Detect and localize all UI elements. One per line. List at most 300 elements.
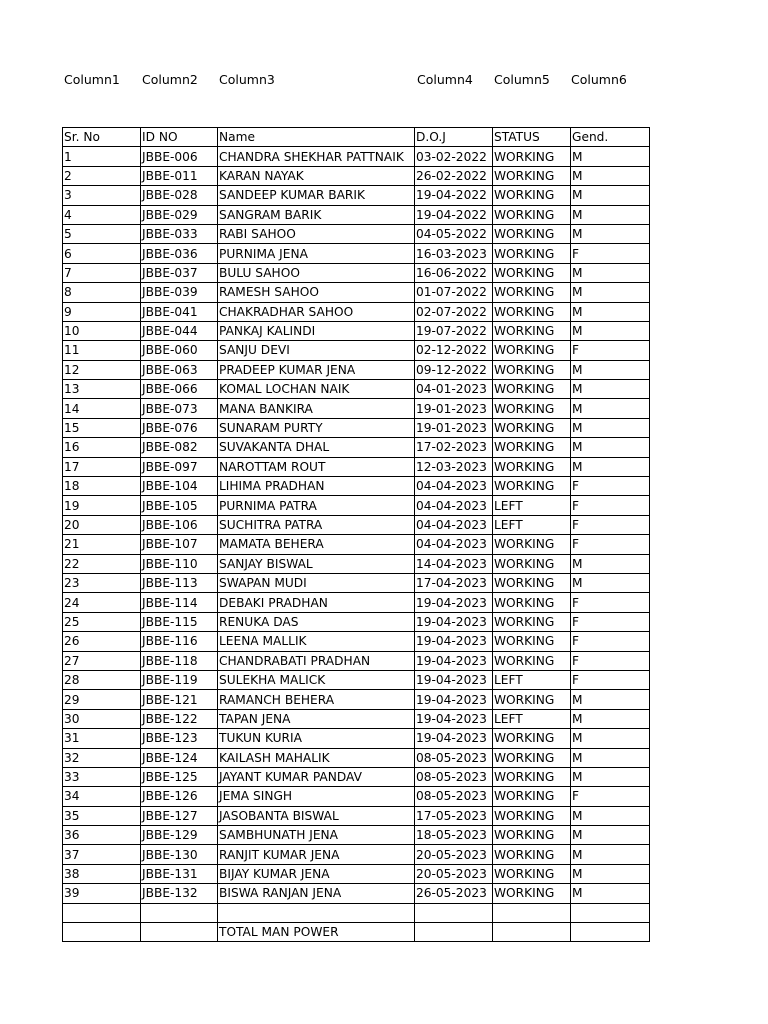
cell-doj: 14-04-2023 <box>415 554 493 573</box>
cell-sr-no: 37 <box>63 845 141 864</box>
column-caption-1: Column1 <box>64 72 120 87</box>
table-row <box>63 302 650 321</box>
cell-sr-no: 20 <box>63 515 141 534</box>
cell-sr-no: 30 <box>63 709 141 728</box>
cell-sr-no: 19 <box>63 496 141 515</box>
cell-gender: M <box>571 321 650 340</box>
cell-doj: 12-03-2023 <box>415 457 493 476</box>
cell-name: LIHIMA PRADHAN <box>218 477 415 496</box>
cell-id-no: JBBE-039 <box>141 283 218 302</box>
table-row <box>63 670 650 689</box>
table-row <box>63 321 650 340</box>
cell-id-no: JBBE-106 <box>141 515 218 534</box>
cell-sr-no: 22 <box>63 554 141 573</box>
cell-gender: M <box>571 399 650 418</box>
cell-sr-no: 39 <box>63 884 141 903</box>
cell-id-no: JBBE-126 <box>141 787 218 806</box>
cell-gender: M <box>571 283 650 302</box>
cell-doj: 04-04-2023 <box>415 477 493 496</box>
table-row <box>63 748 650 767</box>
cell-name: RAMANCH BEHERA <box>218 690 415 709</box>
cell-gender: M <box>571 709 650 728</box>
cell-doj: 04-04-2023 <box>415 515 493 534</box>
cell-gender: F <box>571 651 650 670</box>
table-row <box>63 283 650 302</box>
cell-gender: M <box>571 205 650 224</box>
cell-id-no: JBBE-033 <box>141 224 218 243</box>
table-row <box>63 690 650 709</box>
cell-doj: 17-04-2023 <box>415 573 493 592</box>
cell-doj: 19-04-2023 <box>415 612 493 631</box>
cell-doj: 19-04-2023 <box>415 729 493 748</box>
cell-doj: 26-05-2023 <box>415 884 493 903</box>
table-row <box>63 923 650 942</box>
table-row <box>63 399 650 418</box>
header-status: STATUS <box>493 128 571 147</box>
cell-name: KARAN NAYAK <box>218 166 415 185</box>
cell-gender: F <box>571 515 650 534</box>
cell-gender: F <box>571 632 650 651</box>
cell-doj: 08-05-2023 <box>415 748 493 767</box>
cell-gender: F <box>571 341 650 360</box>
cell-name: SAMBHUNATH JENA <box>218 826 415 845</box>
cell-sr-no: 29 <box>63 690 141 709</box>
column-caption-5: Column5 <box>494 72 550 87</box>
cell-sr-no: 23 <box>63 573 141 592</box>
table-row <box>63 166 650 185</box>
cell-gender: M <box>571 729 650 748</box>
cell-id-no: JBBE-125 <box>141 767 218 786</box>
cell-doj <box>415 903 493 922</box>
cell-name: TUKUN KURIA <box>218 729 415 748</box>
cell-gender: M <box>571 826 650 845</box>
cell-doj: 04-05-2022 <box>415 224 493 243</box>
cell-doj: 19-04-2023 <box>415 690 493 709</box>
cell-name: RENUKA DAS <box>218 612 415 631</box>
table-row <box>63 612 650 631</box>
cell-doj: 19-04-2023 <box>415 651 493 670</box>
cell-id-no: JBBE-119 <box>141 670 218 689</box>
table-row <box>63 787 650 806</box>
cell-status: WORKING <box>493 554 571 573</box>
cell-status: WORKING <box>493 302 571 321</box>
cell-gender <box>571 923 650 942</box>
cell-sr-no: 34 <box>63 787 141 806</box>
table-row <box>63 535 650 554</box>
cell-gender: F <box>571 496 650 515</box>
cell-status: WORKING <box>493 263 571 282</box>
table-row <box>63 147 650 166</box>
cell-name: SUVAKANTA DHAL <box>218 438 415 457</box>
cell-id-no: JBBE-006 <box>141 147 218 166</box>
cell-sr-no: 16 <box>63 438 141 457</box>
cell-sr-no: 10 <box>63 321 141 340</box>
cell-status: WORKING <box>493 612 571 631</box>
table-row <box>63 593 650 612</box>
cell-doj: 08-05-2023 <box>415 767 493 786</box>
cell-status: WORKING <box>493 690 571 709</box>
column-caption-4: Column4 <box>417 72 473 87</box>
cell-sr-no: 24 <box>63 593 141 612</box>
cell-status: WORKING <box>493 767 571 786</box>
cell-status: LEFT <box>493 496 571 515</box>
cell-gender: M <box>571 767 650 786</box>
cell-id-no: JBBE-076 <box>141 418 218 437</box>
cell-gender: M <box>571 302 650 321</box>
cell-gender: M <box>571 884 650 903</box>
cell-id-no: JBBE-118 <box>141 651 218 670</box>
cell-name: SANGRAM BARIK <box>218 205 415 224</box>
header-id-no: ID NO <box>141 128 218 147</box>
cell-name: PURNIMA PATRA <box>218 496 415 515</box>
cell-status: WORKING <box>493 457 571 476</box>
cell-gender: M <box>571 864 650 883</box>
cell-gender: F <box>571 670 650 689</box>
header-row <box>63 128 650 147</box>
cell-name: CHAKRADHAR SAHOO <box>218 302 415 321</box>
cell-status: LEFT <box>493 670 571 689</box>
cell-name: CHANDRABATI PRADHAN <box>218 651 415 670</box>
cell-status: WORKING <box>493 205 571 224</box>
cell-name: CHANDRA SHEKHAR PATTNAIK <box>218 147 415 166</box>
cell-sr-no: 9 <box>63 302 141 321</box>
cell-name: DEBAKI PRADHAN <box>218 593 415 612</box>
table-row <box>63 263 650 282</box>
cell-doj: 02-12-2022 <box>415 341 493 360</box>
table-row <box>63 360 650 379</box>
table-row <box>63 903 650 922</box>
cell-id-no: JBBE-107 <box>141 535 218 554</box>
cell-id-no: JBBE-121 <box>141 690 218 709</box>
table-row <box>63 573 650 592</box>
table-row <box>63 244 650 263</box>
cell-doj: 20-05-2023 <box>415 864 493 883</box>
column-caption-row <box>64 70 654 90</box>
table-row <box>63 709 650 728</box>
cell-status: WORKING <box>493 864 571 883</box>
cell-sr-no: 31 <box>63 729 141 748</box>
table-row <box>63 554 650 573</box>
cell-status: WORKING <box>493 535 571 554</box>
cell-sr-no: 8 <box>63 283 141 302</box>
cell-sr-no: 21 <box>63 535 141 554</box>
table-row <box>63 651 650 670</box>
cell-id-no: JBBE-044 <box>141 321 218 340</box>
cell-doj: 19-04-2023 <box>415 670 493 689</box>
cell-name: KOMAL LOCHAN NAIK <box>218 380 415 399</box>
table-row <box>63 767 650 786</box>
header-gender: Gend. <box>571 128 650 147</box>
cell-name: JASOBANTA BISWAL <box>218 806 415 825</box>
cell-sr-no: 25 <box>63 612 141 631</box>
cell-gender: M <box>571 573 650 592</box>
cell-id-no: JBBE-116 <box>141 632 218 651</box>
cell-name: SANJAY BISWAL <box>218 554 415 573</box>
cell-sr-no: 38 <box>63 864 141 883</box>
cell-name: SWAPAN MUDI <box>218 573 415 592</box>
cell-sr-no: 18 <box>63 477 141 496</box>
cell-sr-no: 17 <box>63 457 141 476</box>
cell-name: KAILASH MAHALIK <box>218 748 415 767</box>
table-row <box>63 884 650 903</box>
table-row <box>63 826 650 845</box>
cell-sr-no: 3 <box>63 186 141 205</box>
cell-id-no: JBBE-028 <box>141 186 218 205</box>
cell-sr-no: 36 <box>63 826 141 845</box>
cell-gender: F <box>571 612 650 631</box>
cell-id-no: JBBE-066 <box>141 380 218 399</box>
cell-status: WORKING <box>493 244 571 263</box>
cell-doj: 19-04-2023 <box>415 709 493 728</box>
cell-status: WORKING <box>493 360 571 379</box>
cell-doj: 18-05-2023 <box>415 826 493 845</box>
column-caption-6: Column6 <box>571 72 627 87</box>
cell-name: PANKAJ KALINDI <box>218 321 415 340</box>
cell-sr-no: 13 <box>63 380 141 399</box>
column-caption-2: Column2 <box>142 72 198 87</box>
cell-status: WORKING <box>493 186 571 205</box>
cell-gender: F <box>571 535 650 554</box>
cell-doj: 04-01-2023 <box>415 380 493 399</box>
cell-id-no: JBBE-124 <box>141 748 218 767</box>
table-row <box>63 845 650 864</box>
cell-sr-no: 2 <box>63 166 141 185</box>
table-row <box>63 224 650 243</box>
cell-status: WORKING <box>493 884 571 903</box>
cell-id-no <box>141 903 218 922</box>
cell-status: WORKING <box>493 593 571 612</box>
table-row <box>63 632 650 651</box>
cell-sr-no: 4 <box>63 205 141 224</box>
cell-sr-no: 33 <box>63 767 141 786</box>
cell-status: WORKING <box>493 321 571 340</box>
cell-doj: 08-05-2023 <box>415 787 493 806</box>
cell-gender: M <box>571 457 650 476</box>
cell-name: TAPAN JENA <box>218 709 415 728</box>
cell-gender: M <box>571 418 650 437</box>
cell-name <box>218 903 415 922</box>
cell-id-no: JBBE-036 <box>141 244 218 263</box>
cell-doj: 01-07-2022 <box>415 283 493 302</box>
cell-sr-no: 5 <box>63 224 141 243</box>
cell-gender: M <box>571 438 650 457</box>
cell-doj: 26-02-2022 <box>415 166 493 185</box>
cell-name: NAROTTAM ROUT <box>218 457 415 476</box>
cell-id-no: JBBE-113 <box>141 573 218 592</box>
cell-name: SULEKHA MALICK <box>218 670 415 689</box>
cell-name: BISWA RANJAN JENA <box>218 884 415 903</box>
cell-gender: F <box>571 244 650 263</box>
cell-status <box>493 923 571 942</box>
cell-gender: M <box>571 186 650 205</box>
cell-sr-no: 6 <box>63 244 141 263</box>
header-sr-no: Sr. No <box>63 128 141 147</box>
cell-status: WORKING <box>493 573 571 592</box>
cell-gender: M <box>571 806 650 825</box>
cell-gender: M <box>571 748 650 767</box>
cell-id-no: JBBE-104 <box>141 477 218 496</box>
cell-name: LEENA MALLIK <box>218 632 415 651</box>
table-row <box>63 806 650 825</box>
cell-doj: 04-04-2023 <box>415 496 493 515</box>
header-doj: D.O.J <box>415 128 493 147</box>
cell-status: WORKING <box>493 438 571 457</box>
cell-name: SUNARAM PURTY <box>218 418 415 437</box>
table-body <box>63 147 650 942</box>
cell-id-no: JBBE-063 <box>141 360 218 379</box>
cell-status: WORKING <box>493 399 571 418</box>
cell-name: JEMA SINGH <box>218 787 415 806</box>
cell-gender: M <box>571 845 650 864</box>
cell-id-no <box>141 923 218 942</box>
cell-doj: 19-01-2023 <box>415 418 493 437</box>
cell-name: PURNIMA JENA <box>218 244 415 263</box>
cell-sr-no <box>63 923 141 942</box>
cell-id-no: JBBE-130 <box>141 845 218 864</box>
table-row <box>63 418 650 437</box>
cell-id-no: JBBE-037 <box>141 263 218 282</box>
cell-status: WORKING <box>493 632 571 651</box>
cell-name: SANDEEP KUMAR BARIK <box>218 186 415 205</box>
cell-status: WORKING <box>493 651 571 670</box>
cell-name: SUCHITRA PATRA <box>218 515 415 534</box>
cell-name: JAYANT KUMAR PANDAV <box>218 767 415 786</box>
table-row <box>63 186 650 205</box>
cell-id-no: JBBE-097 <box>141 457 218 476</box>
table-row <box>63 496 650 515</box>
cell-gender: F <box>571 787 650 806</box>
cell-name: RAMESH SAHOO <box>218 283 415 302</box>
cell-gender: M <box>571 554 650 573</box>
cell-status: WORKING <box>493 283 571 302</box>
cell-id-no: JBBE-115 <box>141 612 218 631</box>
cell-doj: 19-04-2023 <box>415 632 493 651</box>
cell-sr-no: 14 <box>63 399 141 418</box>
cell-sr-no: 35 <box>63 806 141 825</box>
cell-status: WORKING <box>493 224 571 243</box>
table-row <box>63 864 650 883</box>
cell-sr-no: 1 <box>63 147 141 166</box>
cell-status: WORKING <box>493 341 571 360</box>
cell-status: WORKING <box>493 748 571 767</box>
cell-doj: 02-07-2022 <box>415 302 493 321</box>
cell-status: WORKING <box>493 166 571 185</box>
cell-id-no: JBBE-029 <box>141 205 218 224</box>
cell-id-no: JBBE-114 <box>141 593 218 612</box>
cell-doj: 17-05-2023 <box>415 806 493 825</box>
cell-status: WORKING <box>493 787 571 806</box>
table-row <box>63 341 650 360</box>
cell-sr-no <box>63 903 141 922</box>
cell-status: WORKING <box>493 826 571 845</box>
cell-doj: 19-01-2023 <box>415 399 493 418</box>
cell-status: WORKING <box>493 477 571 496</box>
cell-gender: M <box>571 690 650 709</box>
cell-id-no: JBBE-132 <box>141 884 218 903</box>
table-row <box>63 477 650 496</box>
cell-gender: M <box>571 380 650 399</box>
cell-id-no: JBBE-105 <box>141 496 218 515</box>
cell-name: PRADEEP KUMAR JENA <box>218 360 415 379</box>
cell-name: MAMATA BEHERA <box>218 535 415 554</box>
cell-gender: F <box>571 477 650 496</box>
cell-id-no: JBBE-129 <box>141 826 218 845</box>
cell-doj: 19-04-2022 <box>415 205 493 224</box>
cell-sr-no: 32 <box>63 748 141 767</box>
cell-id-no: JBBE-131 <box>141 864 218 883</box>
cell-doj: 20-05-2023 <box>415 845 493 864</box>
cell-doj: 16-03-2023 <box>415 244 493 263</box>
cell-doj: 19-04-2022 <box>415 186 493 205</box>
cell-gender: F <box>571 593 650 612</box>
table-header <box>63 128 650 147</box>
cell-sr-no: 28 <box>63 670 141 689</box>
cell-name: BIJAY KUMAR JENA <box>218 864 415 883</box>
cell-doj: 09-12-2022 <box>415 360 493 379</box>
cell-status: WORKING <box>493 729 571 748</box>
cell-gender: M <box>571 263 650 282</box>
column-caption-3: Column3 <box>219 72 275 87</box>
cell-sr-no: 26 <box>63 632 141 651</box>
table-row <box>63 205 650 224</box>
cell-gender <box>571 903 650 922</box>
cell-gender: M <box>571 224 650 243</box>
cell-status: WORKING <box>493 147 571 166</box>
table-row <box>63 438 650 457</box>
cell-gender: M <box>571 360 650 379</box>
cell-id-no: JBBE-123 <box>141 729 218 748</box>
cell-id-no: JBBE-011 <box>141 166 218 185</box>
table-row <box>63 457 650 476</box>
cell-id-no: JBBE-073 <box>141 399 218 418</box>
cell-id-no: JBBE-127 <box>141 806 218 825</box>
cell-status: WORKING <box>493 418 571 437</box>
cell-sr-no: 12 <box>63 360 141 379</box>
cell-doj: 17-02-2023 <box>415 438 493 457</box>
table-row <box>63 380 650 399</box>
cell-doj: 19-07-2022 <box>415 321 493 340</box>
employee-roster-table <box>62 127 650 942</box>
cell-doj <box>415 923 493 942</box>
cell-status: WORKING <box>493 380 571 399</box>
cell-status: WORKING <box>493 845 571 864</box>
cell-doj: 04-04-2023 <box>415 535 493 554</box>
table-row <box>63 515 650 534</box>
header-name: Name <box>218 128 415 147</box>
cell-id-no: JBBE-041 <box>141 302 218 321</box>
cell-id-no: JBBE-122 <box>141 709 218 728</box>
cell-name: TOTAL MAN POWER <box>218 923 415 942</box>
cell-name: BULU SAHOO <box>218 263 415 282</box>
cell-name: RABI SAHOO <box>218 224 415 243</box>
cell-status: LEFT <box>493 709 571 728</box>
cell-status: LEFT <box>493 515 571 534</box>
cell-status: WORKING <box>493 806 571 825</box>
cell-sr-no: 7 <box>63 263 141 282</box>
cell-doj: 16-06-2022 <box>415 263 493 282</box>
cell-sr-no: 11 <box>63 341 141 360</box>
cell-sr-no: 27 <box>63 651 141 670</box>
cell-gender: M <box>571 147 650 166</box>
cell-name: SANJU DEVI <box>218 341 415 360</box>
cell-id-no: JBBE-082 <box>141 438 218 457</box>
cell-name: MANA BANKIRA <box>218 399 415 418</box>
table-row <box>63 729 650 748</box>
cell-sr-no: 15 <box>63 418 141 437</box>
cell-doj: 03-02-2022 <box>415 147 493 166</box>
cell-doj: 19-04-2023 <box>415 593 493 612</box>
cell-id-no: JBBE-110 <box>141 554 218 573</box>
